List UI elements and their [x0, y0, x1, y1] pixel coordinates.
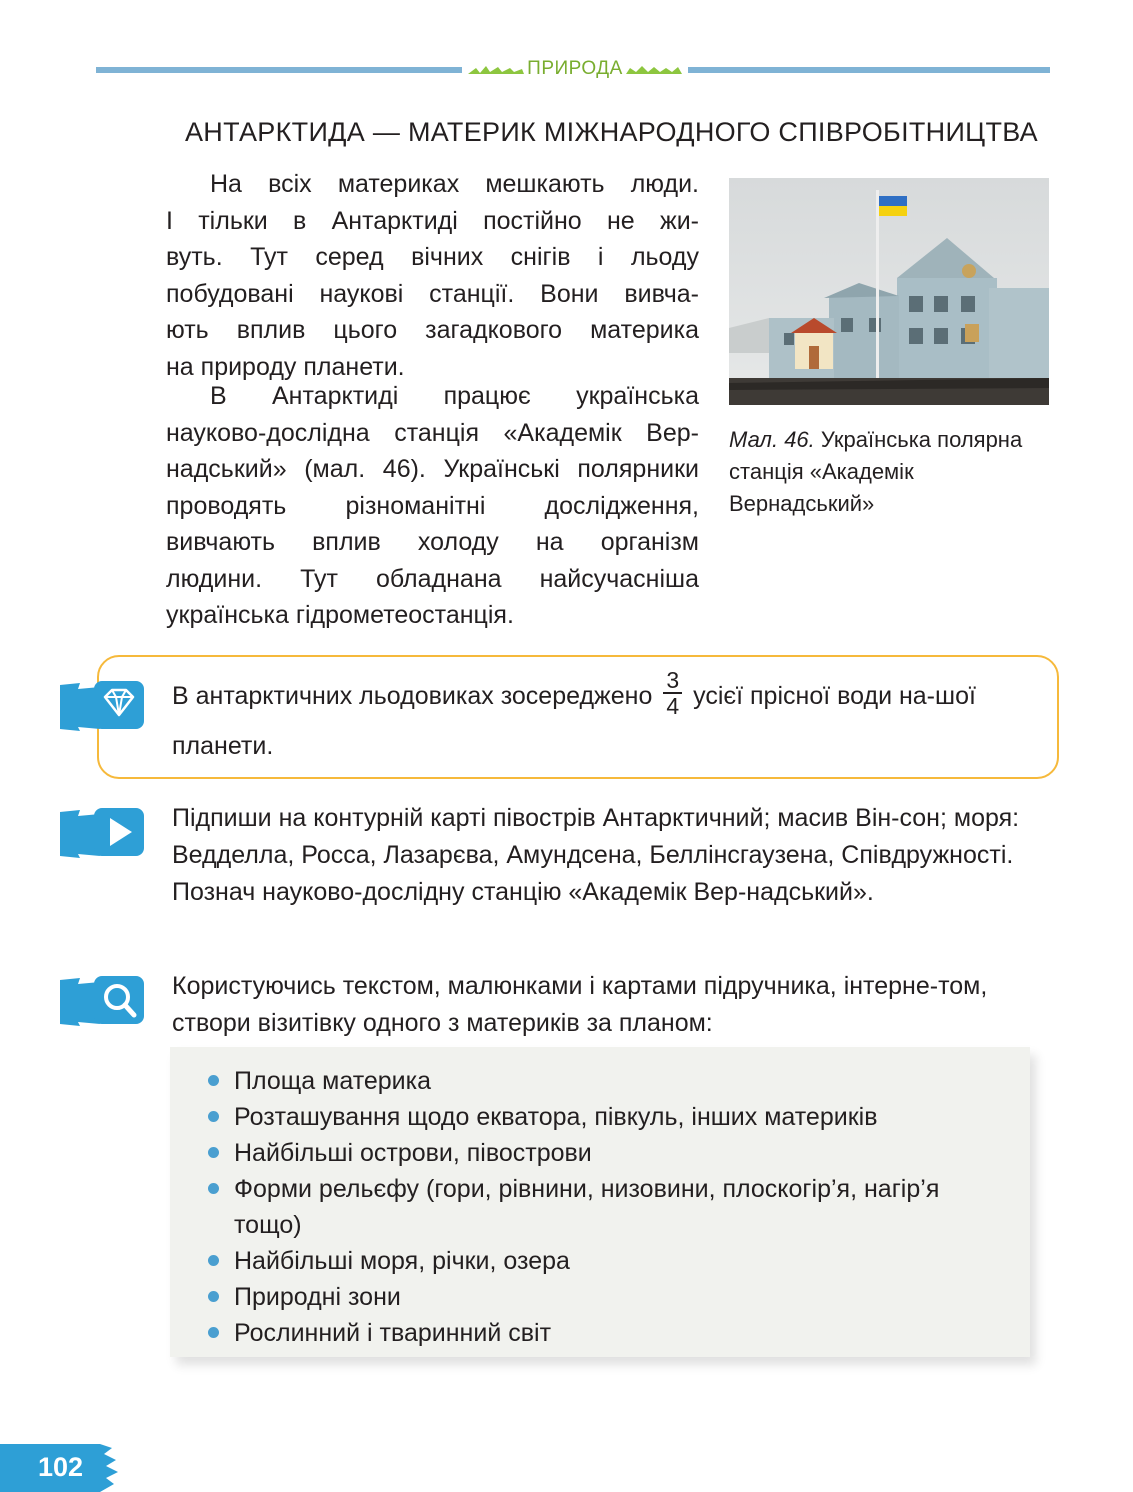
- list-item: [208, 1171, 1008, 1243]
- paragraph-line: людини. Тут обладнана найсучасніша: [166, 564, 699, 593]
- page-number: 102: [38, 1452, 84, 1482]
- bullet-icon: [208, 1111, 219, 1122]
- paragraph-line: проводять різноманітні дослідження,: [166, 491, 699, 520]
- list-item-text: Природні зони: [234, 1283, 401, 1311]
- paragraph-line: вивчають вплив холоду на організм: [166, 528, 699, 556]
- fact-text-before: В антарктичних льодовиках зосереджено: [172, 682, 653, 710]
- figure-caption: [729, 424, 1049, 520]
- flag-blue: [879, 196, 907, 206]
- figure-caption-label: Мал. 46.: [729, 427, 815, 452]
- paragraph-2: [166, 378, 699, 634]
- bullet-icon: [208, 1075, 219, 1086]
- list-item-text: Площа материка: [234, 1067, 432, 1095]
- paragraph-line: В Антарктиді працює українська: [210, 382, 699, 410]
- fact-text: [172, 667, 1044, 770]
- task-text: Підпиши на контурній карті півострів Антарктичний; масив Він-сон; моря: Ведделла, Росса, Лазарєва, Амундсена, Беллінсгаузена, Співдружності. Познач науково-дослідну станцію «Академік Вер-надський».: [172, 804, 1020, 906]
- section-label: ПРИРОДА: [527, 58, 623, 79]
- paragraph-1: [166, 166, 699, 385]
- list-item-text: Форми рельєфу (гори, рівнини, низовини, плоскогір’я, нагір’я тощо): [234, 1175, 940, 1239]
- list-item: [208, 1099, 1008, 1135]
- page-title: АНТАРКТИДА — МАТЕРИК МІЖНАРОДНОГО СПІВРОБІТНИЦТВА: [185, 117, 1038, 147]
- list-item-text: Розташування щодо екватора, півкуль, інших материків: [234, 1103, 878, 1131]
- flag-yellow: [879, 206, 907, 216]
- bullet-icon: [208, 1147, 219, 1158]
- research-text: Користуючись текстом, малюнками і картами підручника, інтерне-том, створи візитівку одного з материків за планом:: [172, 972, 988, 1037]
- fraction: [663, 668, 682, 718]
- paragraph-line: побудовані наукові станції. Вони вивча-: [166, 279, 699, 308]
- play-icon: [60, 806, 144, 858]
- list-item: [208, 1135, 1008, 1171]
- figure-caption-text: Українська полярна станція «Академік Вернадський»: [729, 427, 1023, 516]
- plan-list: [208, 1063, 1008, 1351]
- diamond-icon: [60, 679, 144, 731]
- paragraph-line: надський» (мал. 46). Українські полярники: [166, 455, 699, 483]
- paragraph-line: українська гідрометеостанція.: [166, 601, 514, 629]
- magnifier-icon: [60, 974, 144, 1026]
- list-item-text: Найбільші моря, річки, озера: [234, 1247, 570, 1275]
- fact-text-after: усієї прісної води на-шої планети.: [172, 682, 976, 761]
- paragraph-line: ють вплив цього загадкового материка: [166, 316, 699, 344]
- bullet-icon: [208, 1327, 219, 1338]
- paragraph-line: науково-дослідна станція «Академік Вер-: [166, 418, 699, 447]
- list-item-text: Найбільші острови, півострови: [234, 1139, 592, 1167]
- bullet-icon: [208, 1291, 219, 1302]
- paragraph-line: на природу планети.: [166, 352, 405, 381]
- list-item: [208, 1279, 1008, 1315]
- bullet-icon: [208, 1255, 219, 1266]
- list-item: [208, 1315, 1008, 1351]
- list-item: [208, 1063, 1008, 1099]
- paragraph-line: На всіх материках мешкають люди.: [210, 170, 699, 198]
- fraction-numerator: 3: [663, 668, 682, 694]
- bullet-icon: [208, 1183, 219, 1194]
- paragraph-line: вуть. Тут серед вічних снігів і льоду: [166, 243, 699, 271]
- station-photo: [729, 178, 1049, 405]
- list-item: [208, 1243, 1008, 1279]
- fraction-denominator: 4: [666, 693, 680, 720]
- list-item-text: Рослинний і тваринний світ: [234, 1319, 552, 1347]
- paragraph-line: І тільки в Антарктиді постійно не жи-: [166, 206, 699, 235]
